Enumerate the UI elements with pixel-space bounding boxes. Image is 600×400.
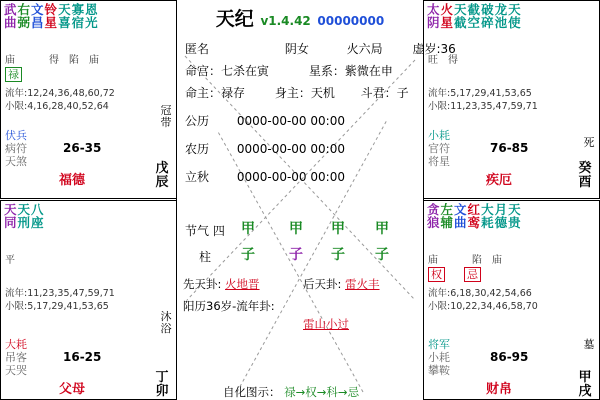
app-serial: 00000000: [317, 14, 385, 28]
star-tiantong: 天 同: [4, 202, 17, 231]
brightness-2: [448, 251, 462, 266]
row-nongli: [185, 140, 417, 157]
minor-star-1: 小耗: [428, 129, 450, 142]
wuxing-ju-label: 火六局: [346, 42, 383, 56]
minor-star-2: 官符: [428, 142, 450, 155]
shen-zhu-label: 身主：天机: [274, 86, 335, 100]
age-label: 虚岁:36: [412, 42, 456, 56]
minor-star-3: 将星: [428, 155, 450, 168]
star-tanlang: 贪 狼: [427, 202, 440, 231]
minor-stars-bottom-left: [5, 338, 27, 377]
star-huoxing: 火 星: [440, 2, 454, 31]
nongli-label: 农历: [185, 142, 210, 156]
star-zuofu: 左 辅: [440, 202, 454, 231]
row-ming-zhu: [185, 84, 417, 101]
gender-label: 阴女: [284, 42, 309, 56]
age-lines-top-right: [428, 87, 595, 113]
star-tiangui: 天 贵: [508, 202, 521, 231]
sihua-connector-lines: [177, 0, 425, 400]
zihua-label: 自化图示：: [223, 385, 281, 399]
row-gongli: [185, 112, 417, 129]
brightness-row-bottom-left: [5, 251, 15, 266]
liunian-line: 流年:11,23,35,47,59,71: [5, 288, 115, 299]
palace-top-left[interactable]: [0, 0, 177, 199]
xiantian-label: 先天卦:: [183, 277, 222, 291]
palace-bottom-left[interactable]: [0, 200, 177, 400]
star-wuqu: 武 曲: [4, 2, 17, 31]
star-jiekong: 截 空: [467, 2, 481, 31]
brightness-3: 得: [49, 55, 59, 66]
jieqi-label: 节气 四: [185, 224, 225, 238]
minor-stars-top-right: [428, 129, 450, 168]
brightness-1: 旺: [428, 55, 438, 66]
minor-star-1: 大耗: [5, 338, 27, 351]
zhu-label: 柱: [199, 250, 212, 264]
changsheng-label-bottom-right: 墓: [583, 338, 595, 351]
nongli-value: 0000-00-00 00:00: [236, 142, 345, 156]
sihua-quan-badge[interactable]: 权: [428, 267, 445, 282]
yangli-label: 阳历36岁-流年卦:: [183, 299, 275, 313]
minor-star-2: 小耗: [428, 351, 450, 364]
star-list-bottom-right: [427, 203, 596, 229]
star-list-bottom-left: [4, 203, 173, 229]
sihua-ji-badge[interactable]: 忌: [464, 267, 481, 282]
ming-zhu-label: 命主：禄存: [185, 86, 246, 100]
star-wenchang: 文 昌: [31, 2, 44, 31]
decade-range-bottom-left: 16-25: [63, 350, 102, 364]
xiantian-gua-row: [183, 276, 260, 292]
brightness-4: 陷: [69, 55, 79, 66]
decade-range-bottom-right: 86-95: [490, 350, 529, 364]
ganzhi-bottom-left: 丁卯: [155, 370, 169, 399]
minor-star-3: 攀鞍: [428, 364, 450, 377]
star-list-top-right: [427, 3, 596, 29]
palace-name-top-right[interactable]: 疾厄: [486, 173, 513, 188]
age-lines-top-left: [5, 87, 172, 113]
pillar-1-zhi: 子: [241, 247, 255, 263]
star-tianshi: 天 使: [508, 2, 521, 31]
star-taiyin: 太 阴: [427, 2, 440, 31]
liqiu-value: 0000-00-00 00:00: [236, 170, 345, 184]
row-basic-info: [185, 40, 456, 57]
brightness-2: 得: [448, 55, 458, 66]
liunian-gua-value[interactable]: 雷山小过: [303, 317, 349, 331]
palace-name-bottom-right[interactable]: 财帛: [486, 382, 513, 397]
gongli-value: 0000-00-00 00:00: [236, 114, 345, 128]
liunian-line: 流年:6,18,30,42,54,66: [428, 288, 532, 299]
minor-star-3: 天哭: [5, 364, 27, 377]
app-title: 天纪 v1.4.42 00000000: [215, 8, 385, 30]
dou-jun-label: 斗君：子: [360, 86, 409, 100]
brightness-1: 庙: [428, 255, 438, 266]
minor-star-3: 天煞: [5, 155, 27, 168]
brightness-row-top-left: [5, 51, 99, 66]
liunian-line: 流年:5,17,29,41,53,65: [428, 88, 532, 99]
ganzhi-bottom-right: 甲戌: [578, 370, 592, 399]
star-lingxing: 铃 星: [44, 2, 58, 31]
changsheng-label-top-left: 冠带: [160, 104, 172, 129]
minor-star-2: 病符: [5, 142, 27, 155]
pillar-1-gan: 甲: [241, 221, 255, 237]
star-posui: 破 碎: [481, 2, 494, 31]
pillar-2-zhi: 子: [289, 247, 303, 263]
houtian-value[interactable]: 雷火丰: [345, 277, 380, 291]
ganzhi-top-left: 戊辰: [155, 161, 169, 190]
star-guasu: 寡 宿: [71, 2, 85, 31]
liunian-gua-row: [183, 298, 275, 314]
xiaoxian-line: 小限:11,23,35,47,59,71: [428, 101, 538, 112]
star-bazuo: 八 座: [31, 202, 44, 231]
sihua-lu-badge[interactable]: 禄: [5, 67, 22, 82]
changsheng-label-bottom-left: 沐浴: [160, 310, 172, 335]
minor-stars-top-left: [5, 129, 27, 168]
star-list-top-left: [4, 3, 173, 29]
liqiu-label: 立秋: [185, 170, 210, 184]
minor-star-1: 将军: [428, 338, 450, 351]
brightness-1: 庙: [5, 55, 15, 66]
star-longchi: 龙 池: [494, 2, 508, 31]
decade-range-top-right: 76-85: [490, 141, 529, 155]
palace-name-top-left[interactable]: 福德: [59, 173, 86, 188]
pillar-4-zhi: 子: [375, 247, 389, 263]
star-hongluan: 红 鸾: [467, 202, 481, 231]
row-liqiu: [185, 168, 417, 185]
star-youbi: 右 弼: [17, 2, 31, 31]
pillar-2-gan: 甲: [289, 221, 303, 237]
xiantian-value[interactable]: 火地晋: [225, 277, 260, 291]
row-ming-gong: [185, 62, 417, 79]
xiaoxian-line: 小限:10,22,34,46,58,70: [428, 301, 538, 312]
brightness-4: 庙: [492, 255, 502, 266]
minor-star-2: 吊客: [5, 351, 27, 364]
age-lines-bottom-right: [428, 287, 595, 313]
pillar-4-gan: 甲: [375, 221, 389, 237]
palace-bottom-right[interactable]: [423, 200, 600, 400]
brightness-5: 庙: [89, 55, 99, 66]
ming-gong-label: 命宫：七杀在寅: [185, 64, 270, 78]
minor-star-1: 伏兵: [5, 129, 27, 142]
ganzhi-top-right: 癸酉: [578, 161, 592, 190]
star-tianjie: 天 截: [454, 2, 467, 31]
changsheng-label-top-right: 死: [583, 136, 595, 149]
liunian-line: 流年:12,24,36,48,60,72: [5, 88, 115, 99]
minor-stars-bottom-right: [428, 338, 450, 377]
pillar-3-zhi: 子: [331, 247, 345, 263]
zihua-sequence: 禄→权→科→忌: [284, 385, 360, 399]
gongli-label: 公历: [185, 114, 210, 128]
houtian-label: 后天卦:: [303, 277, 342, 291]
pillar-3-gan: 甲: [331, 221, 345, 237]
palace-name-bottom-left[interactable]: 父母: [59, 382, 86, 397]
brightness-2: [25, 51, 39, 66]
app-version: v1.4.42: [260, 14, 311, 28]
houtian-gua-row: [303, 276, 380, 292]
zihua-legend: [223, 384, 359, 400]
star-enguang: 恩 光: [85, 2, 98, 31]
anon-label: 匿名: [185, 42, 210, 56]
decade-range-top-left: 26-35: [63, 141, 102, 155]
xiaoxian-line: 小限:5,17,29,41,53,65: [5, 301, 109, 312]
age-lines-bottom-left: [5, 287, 172, 313]
star-tianxi: 天 喜: [58, 2, 71, 31]
star-dahao: 大 耗: [481, 202, 494, 231]
brightness-1: 平: [5, 255, 15, 266]
brightness-3: 陷: [472, 255, 482, 266]
star-wenqu: 文 曲: [454, 202, 467, 231]
star-tianxing: 天 刑: [17, 202, 31, 231]
brightness-row-bottom-right: [428, 251, 502, 266]
palace-top-right[interactable]: [423, 0, 600, 199]
star-yuede: 月 德: [494, 202, 508, 231]
xing-xi-label: 星系：紫微在申: [308, 64, 393, 78]
xiaoxian-line: 小限:4,16,28,40,52,64: [5, 101, 109, 112]
